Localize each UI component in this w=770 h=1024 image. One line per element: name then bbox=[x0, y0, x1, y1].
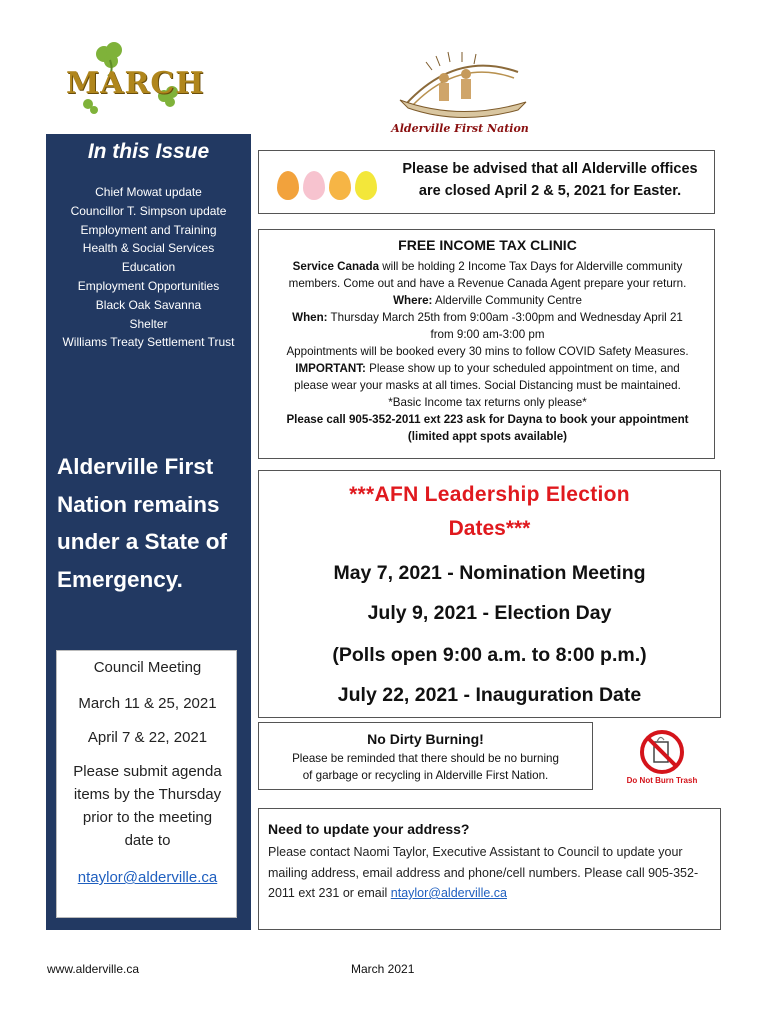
tax-call-line: Please call 905-352-2011 ext 223 ask for Dayna to book your appointment bbox=[286, 413, 689, 426]
issue-item: Black Oak Savanna bbox=[95, 297, 202, 312]
emergency-line: Alderville First bbox=[57, 454, 214, 479]
council-title: Council Meeting bbox=[93, 659, 202, 676]
alderville-logo bbox=[386, 42, 534, 140]
council-meeting-box bbox=[56, 650, 237, 918]
election-date: July 9, 2021 - Election Day bbox=[367, 602, 612, 624]
easter-egg-icon bbox=[277, 171, 299, 200]
issue-list bbox=[46, 183, 251, 352]
issue-item: Education bbox=[121, 260, 176, 275]
tax-limited: (limited appt spots available) bbox=[407, 430, 568, 443]
council-email-link[interactable]: ntaylor@alderville.ca bbox=[77, 869, 218, 886]
easter-notice-text bbox=[390, 158, 710, 202]
no-burn-sign bbox=[624, 728, 700, 792]
tax-line: from 9:00 am-3:00 pm bbox=[430, 328, 545, 341]
issue-item: Williams Treaty Settlement Trust bbox=[62, 335, 235, 350]
tax-clinic-title: FREE INCOME TAX CLINIC bbox=[398, 237, 577, 253]
emergency-notice bbox=[57, 448, 247, 598]
canoe-emblem-icon bbox=[386, 42, 534, 122]
issue-item: Chief Mowat update bbox=[95, 185, 202, 199]
issue-item: Councillor T. Simpson update bbox=[70, 203, 227, 218]
emergency-line: Emergency. bbox=[57, 566, 183, 592]
tax-line: members. Come out and have a Revenue Canada Agent prepare your return. bbox=[288, 277, 687, 290]
council-dates-march: March 11 & 25, 2021 bbox=[78, 695, 217, 712]
tax-line: Service Canada will be holding 2 Income Tax Days for Alderville community bbox=[292, 260, 683, 273]
easter-line: are closed April 2 & 5, 2021 for Easter. bbox=[418, 183, 682, 199]
address-update-box bbox=[258, 808, 721, 930]
easter-line: Please be advised that all Alderville offices bbox=[402, 161, 698, 177]
address-title: Need to update your address? bbox=[268, 821, 470, 837]
easter-egg-icon bbox=[355, 171, 377, 200]
issue-title: In this Issue bbox=[87, 140, 210, 163]
burning-notice-box bbox=[258, 722, 593, 790]
issue-item: Shelter bbox=[129, 316, 168, 331]
tax-line: please wear your masks at all times. Social Distancing must be maintained. bbox=[294, 379, 681, 392]
footer-website: www.alderville.ca bbox=[47, 962, 140, 976]
election-date: May 7, 2021 - Nomination Meeting bbox=[333, 562, 646, 584]
tax-when: When: Thursday March 25th from 9:00am -3:00pm and Wednesday April 21 bbox=[292, 311, 683, 324]
tax-line: Appointments will be booked every 30 mins to follow COVID Safety Measures. bbox=[286, 345, 689, 358]
burning-line: of garbage or recycling in Alderville First Nation. bbox=[302, 769, 549, 782]
election-date: July 22, 2021 - Inauguration Date bbox=[337, 684, 642, 706]
burning-line: Please be reminded that there should be no burning bbox=[292, 752, 559, 765]
address-body: Please contact Naomi Taylor, Executive Assistant to Council to update your mailing address, email address and phone/cell numbers. Please call 905-352-2011 ext 231 or email ntaylor@alderville.ca bbox=[268, 845, 699, 900]
election-title: Dates*** bbox=[448, 517, 531, 540]
org-logo-caption: Alderville First Nation bbox=[391, 122, 529, 135]
march-logo bbox=[56, 32, 228, 122]
tax-clinic-box bbox=[258, 229, 715, 459]
election-box bbox=[258, 470, 721, 718]
issue-item: Health & Social Services bbox=[82, 241, 215, 256]
issue-item: Employment Opportunities bbox=[77, 278, 220, 293]
election-title: ***AFN Leadership Election bbox=[349, 483, 630, 506]
agenda-line: Please submit agenda bbox=[73, 763, 222, 780]
agenda-line: items by the Thursday bbox=[73, 786, 222, 803]
no-burn-sign-caption: Do Not Burn Trash bbox=[626, 776, 698, 785]
agenda-line: prior to the meeting bbox=[82, 809, 213, 826]
emergency-line: under a State of bbox=[57, 529, 228, 554]
easter-egg-icon bbox=[329, 171, 351, 200]
agenda-line: date to bbox=[124, 832, 171, 849]
tax-where: Where: Alderville Community Centre bbox=[393, 294, 582, 307]
footer-date: March 2021 bbox=[351, 962, 415, 976]
tax-line: *Basic Income tax returns only please* bbox=[388, 396, 587, 409]
election-date: (Polls open 9:00 a.m. to 8:00 p.m.) bbox=[332, 644, 647, 666]
easter-egg-icon bbox=[303, 171, 325, 200]
march-logo-text: MARCH bbox=[66, 66, 205, 101]
council-dates-april: April 7 & 22, 2021 bbox=[87, 729, 208, 746]
tax-important: IMPORTANT: Please show up to your scheduled appointment on time, and bbox=[295, 362, 680, 375]
no-burning-icon bbox=[624, 728, 700, 780]
address-email-link[interactable]: ntaylor@alderville.ca bbox=[390, 886, 507, 900]
burning-title: No Dirty Burning! bbox=[367, 731, 484, 747]
issue-item: Employment and Training bbox=[80, 222, 217, 237]
emergency-line: Nation remains bbox=[57, 491, 220, 517]
